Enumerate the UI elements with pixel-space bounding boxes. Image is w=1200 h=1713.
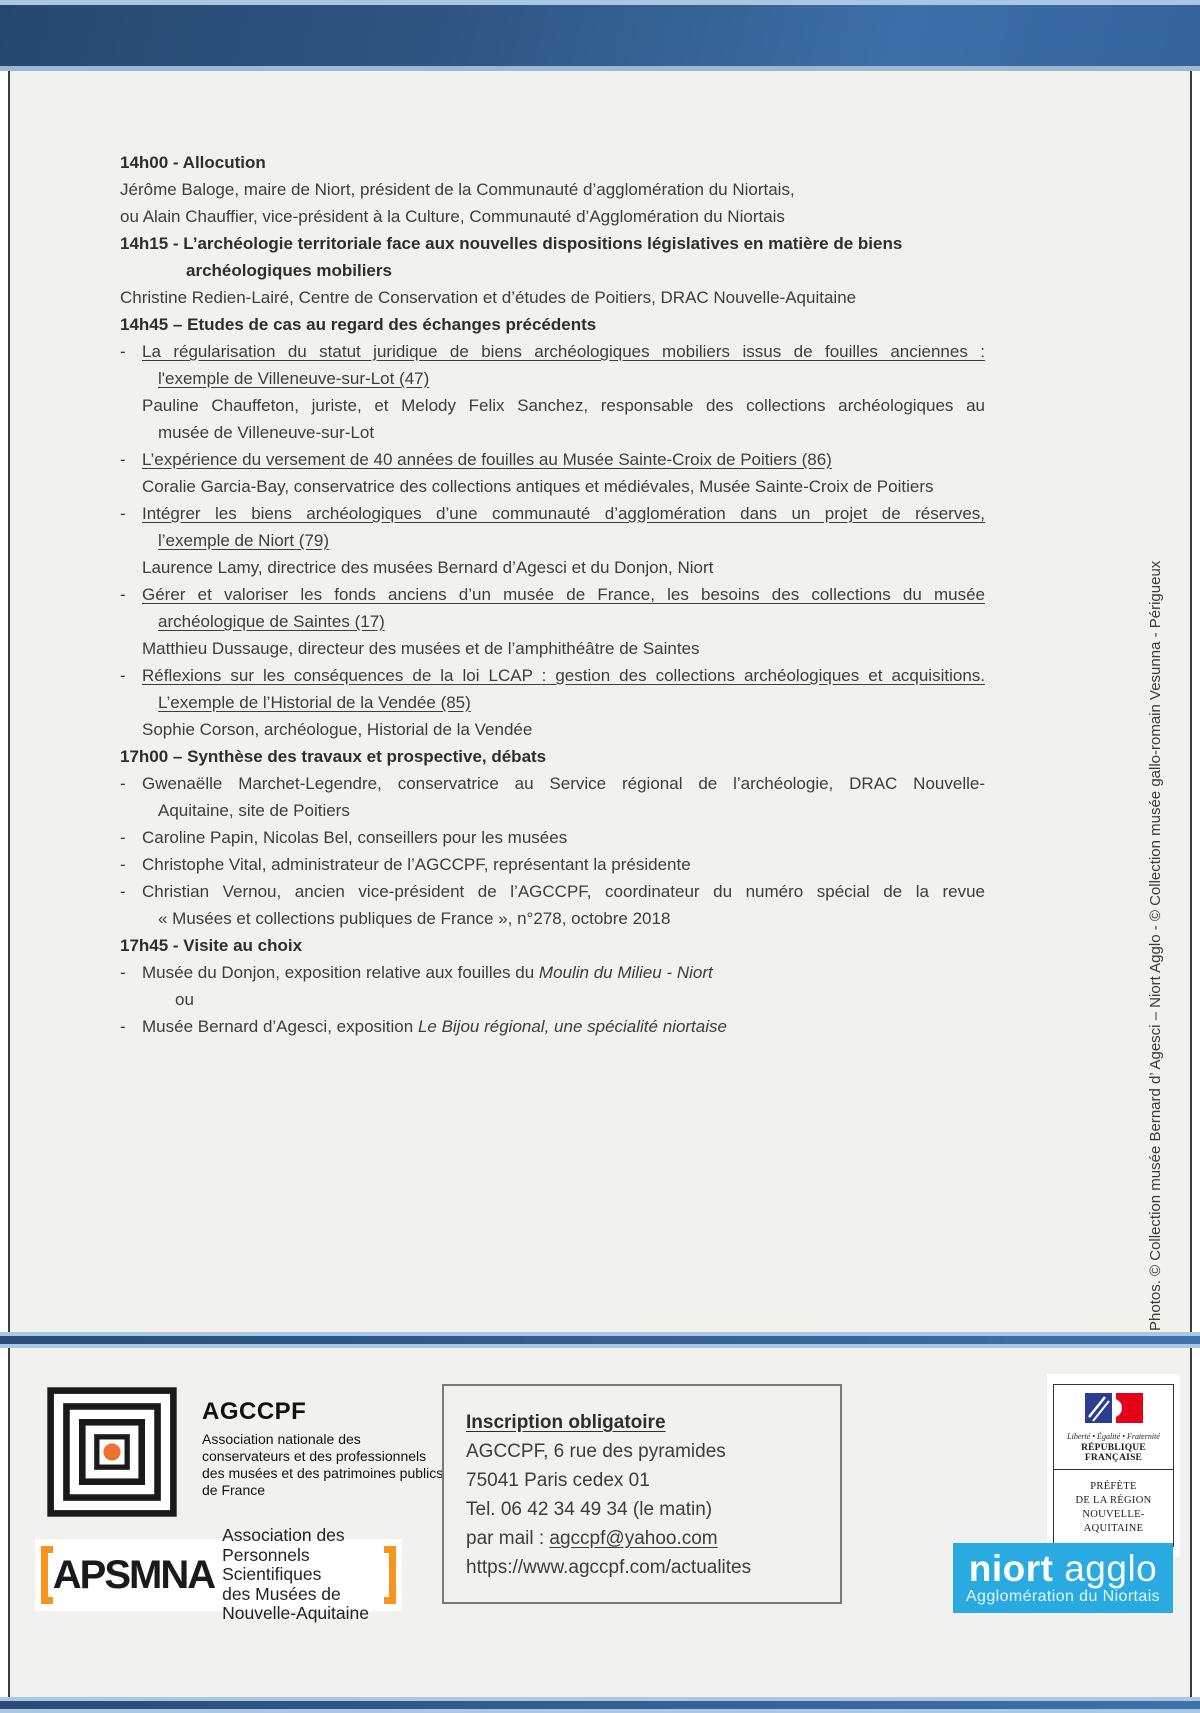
session-header-17h00: 17h00 – Synthèse des travaux et prospective, débats <box>120 747 547 766</box>
session-header-14h00: 14h00 - Allocution <box>120 153 266 172</box>
list-dash: - <box>120 504 126 523</box>
agccpf-block <box>202 1398 447 1499</box>
visit-item <box>120 1013 985 1040</box>
speaker-line: musée de Villeneuve-sur-Lot <box>158 423 375 442</box>
case-study-list <box>120 338 985 743</box>
case-study-item <box>120 446 985 500</box>
prefete-line: DE LA RÉGION <box>1075 1495 1152 1506</box>
inscription-address-line: AGCCPF, 6 rue des pyramides <box>466 1441 726 1462</box>
footer <box>8 1348 1192 1697</box>
session-header-17h45: 17h45 - Visite au choix <box>120 936 303 955</box>
list-dash: - <box>120 666 126 685</box>
or-line: ou <box>175 990 194 1009</box>
visit-line <box>142 959 985 986</box>
rf-motto: Liberté • Égalité • Fraternité <box>1067 1432 1160 1441</box>
list-dash: - <box>120 882 126 901</box>
panel-item <box>120 851 985 878</box>
talk-title-line: L’expérience du versement de 40 années de fouilles au Musée Sainte-Croix de Poitiers (86) <box>142 450 832 469</box>
case-study-item <box>120 338 985 446</box>
top-blue-bar <box>0 0 1200 71</box>
inscription-mail-line <box>466 1524 830 1553</box>
talk-title-line: Intégrer les biens archéologiques d’une communauté d’agglomération dans un projet de réserves, <box>142 504 985 523</box>
speaker-line: Sophie Corson, archéologue, Historial de la Vendée <box>142 720 533 739</box>
agccpf-acronym: AGCCPF <box>202 1398 307 1425</box>
exhibition-title: Moulin du Milieu - Niort <box>538 963 713 982</box>
agccpf-description: Association nationale des conservateurs et des professionnels des musées et des patrimoines publics de France <box>202 1431 444 1498</box>
list-dash: - <box>120 450 126 469</box>
inscription-title: Inscription obligatoire <box>466 1412 666 1433</box>
inscription-phone-line: Tel. 06 42 34 49 34 (le matin) <box>466 1499 713 1520</box>
talk-title-line: Réflexions sur les conséquences de la loi LCAP : gestion des collections archéologiques et acquisitions. <box>142 666 985 685</box>
niort-subtitle: Agglomération du Niortais <box>965 1587 1161 1605</box>
talk-title-line: l’exemple de Niort (79) <box>158 531 330 550</box>
separator-blue-bar <box>0 1332 1200 1348</box>
republique-francaise-block <box>1047 1374 1180 1557</box>
photo-credit-vertical: Photos. © Collection musée Bernard d’ Agesci – Niort Agglo - © Collection musée gallo-romain Vesunna - Périgueux <box>1147 560 1164 1331</box>
panel-item <box>120 878 985 932</box>
speaker-line: Aquitaine, site de Poitiers <box>158 801 350 820</box>
case-study-item <box>120 662 985 743</box>
talk-title-line: Gérer et valoriser les fonds anciens d’un musée de France, les besoins des collections du musée <box>142 585 985 604</box>
talk-title-line: L’exemple de l’Historial de la Vendée (85) <box>158 693 471 712</box>
exhibition-title: Le Bijou régional, une spécialité niortaise <box>417 1017 727 1036</box>
talk-title-line: l'exemple de Villeneuve-sur-Lot (47) <box>158 369 430 388</box>
website-link[interactable]: https://www.agccpf.com/actualites <box>466 1557 752 1578</box>
speaker-line: Christian Vernou, ancien vice-président de l’AGCCPF, coordinateur du numéro spécial de la revue <box>142 882 985 901</box>
speaker-line: Gwenaëlle Marchet-Legendre, conservatrice au Service régional de l’archéologie, DRAC Nouvelle- <box>142 774 985 793</box>
prefete-line: PRÉFÈTE <box>1090 1481 1137 1492</box>
agccpf-logo-icon <box>46 1386 178 1518</box>
speaker-line: Pauline Chauffeton, juriste, et Melody Felix Sanchez, responsable des collections archéologiques au <box>142 396 985 415</box>
visit-list <box>120 959 985 1040</box>
speaker-line: Jérôme Baloge, maire de Niort, président de la Communauté d’agglomération du Niortais, <box>120 180 795 199</box>
case-study-item <box>120 500 985 581</box>
speaker-line: ou Alain Chauffier, vice-président à la Culture, Communauté d’Agglomération du Niortais <box>120 207 785 226</box>
list-dash: - <box>120 828 126 847</box>
talk-title-line: archéologique de Saintes (17) <box>158 612 385 631</box>
session-header-line: 14h15 - L’archéologie territoriale face aux nouvelles dispositions législatives en matière de biens <box>120 234 903 253</box>
talk-title-line: La régularisation du statut juridique de biens archéologiques mobiliers issus de fouilles anciennes : <box>142 342 985 361</box>
speaker-line: Caroline Papin, Nicolas Bel, conseillers pour les musées <box>142 828 568 847</box>
panel-item <box>120 824 985 851</box>
list-dash: - <box>120 585 126 604</box>
inscription-address-line: 75041 Paris cedex 01 <box>466 1470 650 1491</box>
visit-text: Musée Bernard d’Agesci, exposition <box>142 1017 418 1036</box>
apsmna-description-line: Association des Personnels Scientifiques <box>222 1525 345 1585</box>
session-header-14h45: 14h45 – Etudes de cas au regard des échanges précédents <box>120 315 597 334</box>
speaker-line: Coralie Garcia-Bay, conservatrice des collections antiques et médiévales, Musée Sainte-Croix de Poitiers <box>142 477 934 496</box>
list-dash: - <box>120 342 126 361</box>
speaker-line: « Musées et collections publiques de France », n°278, octobre 2018 <box>158 909 671 928</box>
niort-name-light: agglo <box>1064 1547 1158 1589</box>
email-link[interactable]: agccpf@yahoo.com <box>549 1528 718 1549</box>
apsmna-description-line: des Musées de Nouvelle-Aquitaine <box>222 1583 369 1624</box>
list-dash: - <box>120 1017 126 1036</box>
inscription-box <box>442 1384 842 1604</box>
bracket-left-icon <box>41 1546 53 1604</box>
panel-item <box>120 770 985 824</box>
mail-prefix: par mail : <box>466 1528 550 1549</box>
list-dash: - <box>120 963 126 982</box>
rf-name: RÉPUBLIQUE FRANÇAISE <box>1081 1443 1146 1463</box>
apsmna-acronym: APSMNA <box>52 1552 215 1597</box>
session-header-14h15 <box>120 230 985 284</box>
speaker-line: Christine Redien-Lairé, Centre de Conservation et d’études de Poitiers, DRAC Nouvelle-Aquitaine <box>120 288 857 307</box>
niort-name-bold: niort <box>968 1547 1054 1589</box>
niort-agglo-logo <box>953 1543 1173 1613</box>
panel-list <box>120 770 985 932</box>
list-dash: - <box>120 855 126 874</box>
bracket-right-icon <box>384 1546 396 1604</box>
apsmna-logo <box>35 1525 402 1624</box>
case-study-item <box>120 581 985 662</box>
speaker-line: Christophe Vital, administrateur de l’AGCCPF, représentant la présidente <box>142 855 691 874</box>
bottom-blue-bar <box>0 1697 1200 1713</box>
prefete-line: NOUVELLE-AQUITAINE <box>1082 1509 1145 1534</box>
session-header-line: archéologiques mobiliers <box>186 261 392 280</box>
visit-item <box>120 959 985 1013</box>
list-dash: - <box>120 774 126 793</box>
speaker-line: Matthieu Dussauge, directeur des musées et de l’amphithéâtre de Saintes <box>142 639 700 658</box>
program-page <box>10 71 1190 1332</box>
speaker-line: Laurence Lamy, directrice des musées Bernard d’Agesci et du Donjon, Niort <box>142 558 714 577</box>
visit-line <box>142 1013 985 1040</box>
marianne-flag-icon <box>1085 1393 1143 1423</box>
visit-text: Musée du Donjon, exposition relative aux fouilles du <box>142 963 539 982</box>
